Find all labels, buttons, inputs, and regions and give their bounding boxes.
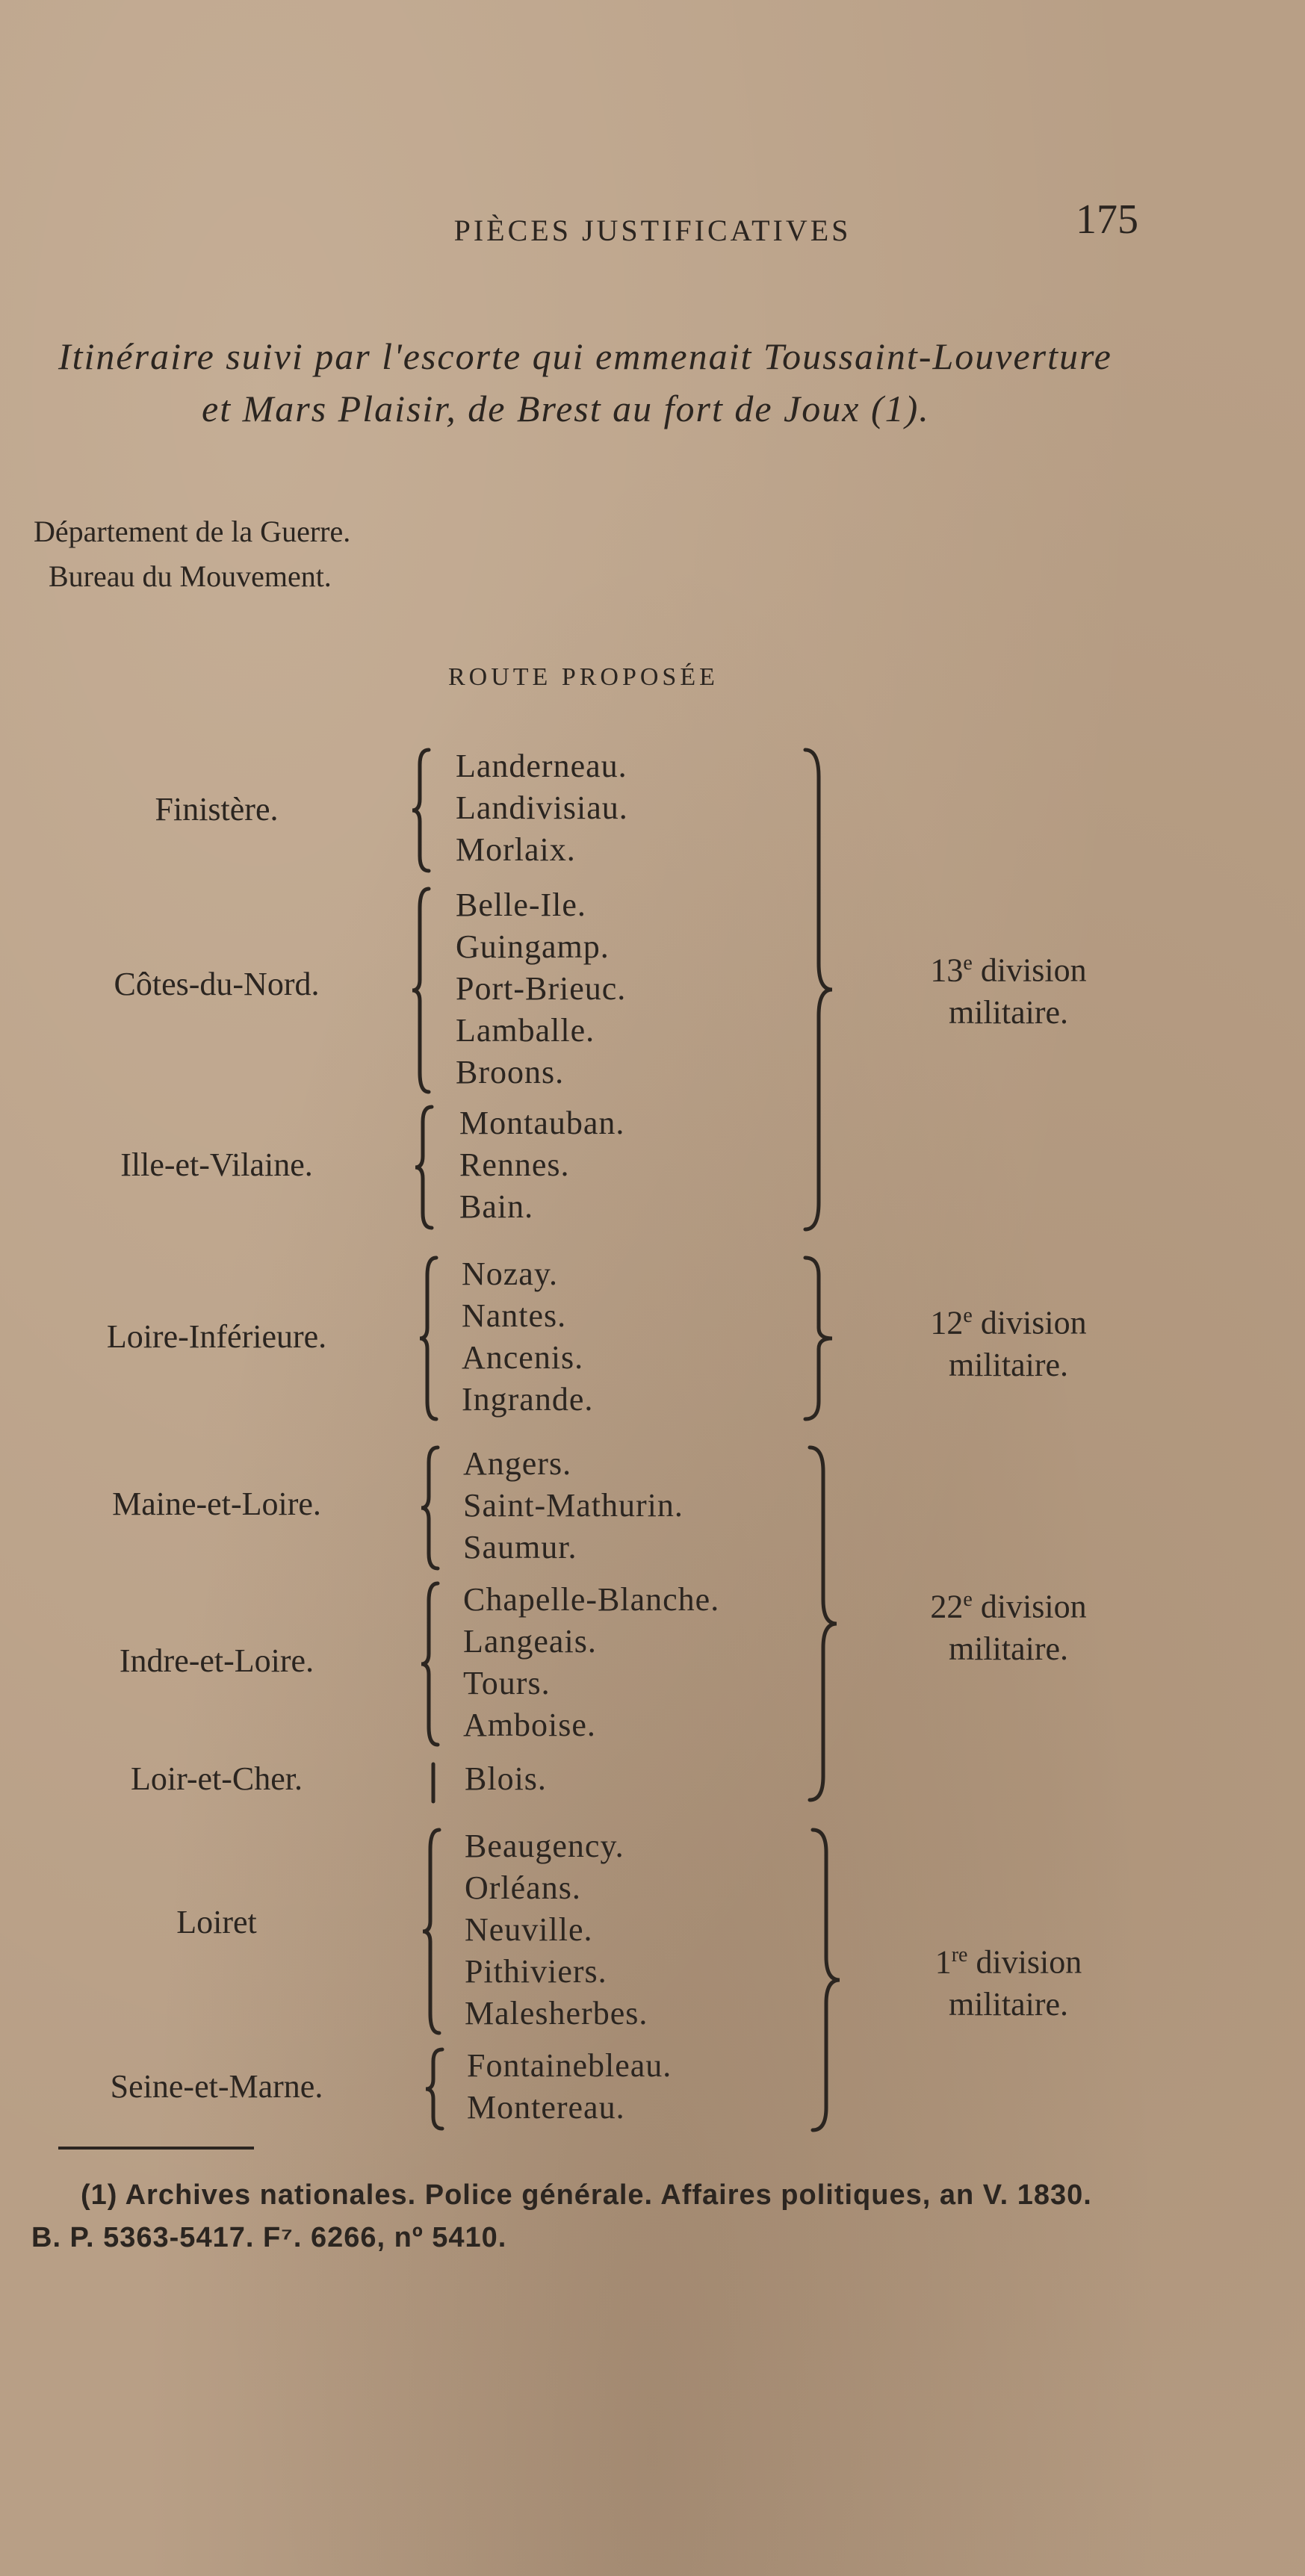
division-ordinal: 22 (930, 1588, 964, 1625)
title-line-1: Itinéraire suivi par l'escorte qui emmenait Toussaint-Louverture (58, 335, 1112, 377)
town-name: Neuville. (465, 1911, 593, 1948)
town-name: Fontainebleau. (467, 2047, 672, 2084)
left-brace (423, 2046, 453, 2132)
region-name: Loire-Inférieure. (106, 1318, 327, 1355)
town-name: Ingrande. (462, 1381, 594, 1418)
town-name: Morlaix. (456, 831, 576, 868)
town-name: Port-Brieuc. (456, 970, 627, 1007)
town-name: Landivisiau. (456, 789, 628, 826)
division-word: division (976, 1943, 1082, 1981)
region-name: Ille-et-Vilaine. (120, 1146, 313, 1183)
running-head: PIÈCES JUSTIFICATIVES (453, 214, 852, 247)
town-name: Amboise. (463, 1707, 596, 1743)
town-name: Montauban. (459, 1105, 625, 1141)
town-name: Tours. (463, 1665, 551, 1701)
town-name: Montereau. (467, 2089, 625, 2126)
page-number: 175 (1076, 196, 1138, 243)
division-suffix: e (963, 1304, 973, 1327)
division-line2: militaire. (948, 1346, 1069, 1383)
division-label (852, 1579, 1165, 1670)
town-name: Guingamp. (456, 928, 610, 965)
town-name: Chapelle-Blanche. (463, 1581, 720, 1618)
region-name: Maine-et-Loire. (112, 1486, 321, 1522)
region-name: Indre-et-Loire. (119, 1642, 314, 1679)
town-name: Saint-Mathurin. (463, 1487, 684, 1524)
left-brace (418, 1444, 448, 1571)
town-name: Saumur. (463, 1529, 577, 1565)
town-name: Landerneau. (456, 748, 627, 784)
division-suffix: re (951, 1943, 968, 1967)
town-name: Beaugency. (465, 1828, 624, 1864)
left-brace (409, 886, 439, 1095)
title-line-2: et Mars Plaisir, de Brest au fort de Joux (1). (202, 388, 930, 429)
town-name: Lamballe. (456, 1012, 595, 1049)
division-word: division (980, 952, 1087, 989)
left-brace (409, 747, 439, 874)
division-ordinal: 13 (930, 952, 964, 989)
region-name: Loiret (176, 1904, 257, 1940)
right-brace (804, 1444, 841, 1803)
route-heading: ROUTE PROPOSÉE (448, 663, 719, 691)
footnote-line-2: B. P. 5363-5417. F⁷. 6266, nº 5410. (31, 2222, 507, 2253)
town-name: Ancenis. (462, 1339, 584, 1376)
region-name: Finistère. (155, 791, 279, 828)
town-name: Pithiviers. (465, 1953, 607, 1990)
left-bar (426, 1761, 441, 1806)
town-name: Nantes. (462, 1297, 567, 1334)
division-word: division (980, 1304, 1087, 1341)
division-line2: militaire. (948, 1630, 1069, 1667)
right-brace (799, 1255, 837, 1422)
division-line2: militaire. (948, 993, 1069, 1031)
region-name: Seine-et-Marne. (110, 2068, 323, 2105)
department-line: Département de la Guerre. (34, 515, 351, 548)
town-name: Rennes. (459, 1146, 570, 1183)
division-suffix: e (963, 1588, 973, 1611)
town-name: Malesherbes. (465, 1995, 648, 2032)
town-name: Broons. (456, 1054, 565, 1090)
division-label (852, 943, 1165, 1034)
left-brace (420, 1827, 450, 2036)
town-name: Angers. (463, 1445, 572, 1482)
division-suffix: e (963, 952, 973, 975)
town-name: Belle-Ile. (456, 887, 586, 923)
region-name: Côtes-du-Nord. (114, 966, 320, 1002)
bureau-line: Bureau du Mouvement. (49, 559, 332, 593)
town-name: Nozay. (462, 1256, 558, 1292)
footnote-rule (58, 2147, 254, 2150)
division-ordinal: 1 (934, 1943, 952, 1981)
town-name: Bain. (459, 1188, 534, 1225)
town-name: Blois. (465, 1760, 547, 1797)
division-label (852, 1934, 1165, 2026)
footnote-line-1: (1) Archives nationales. Police générale. Affaires politiques, an V. 1830. (81, 2179, 1092, 2211)
division-ordinal: 12 (930, 1304, 964, 1341)
right-brace (799, 747, 837, 1232)
left-brace (417, 1255, 447, 1422)
left-brace (418, 1580, 448, 1748)
town-name: Orléans. (465, 1869, 581, 1906)
division-label (852, 1295, 1165, 1386)
region-name: Loir-et-Cher. (130, 1760, 303, 1797)
town-name: Langeais. (463, 1623, 597, 1660)
left-brace (412, 1104, 442, 1231)
division-word: division (980, 1588, 1087, 1625)
right-brace (807, 1827, 844, 2133)
division-line2: militaire. (948, 1985, 1069, 2023)
